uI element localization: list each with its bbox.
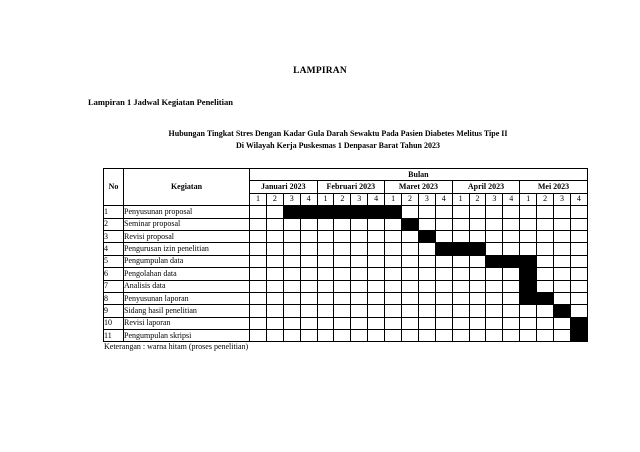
schedule-cell bbox=[554, 230, 571, 242]
schedule-cell bbox=[537, 243, 554, 255]
schedule-cell bbox=[503, 305, 520, 317]
table-row bbox=[104, 330, 588, 342]
row-number: 9 bbox=[104, 305, 124, 317]
schedule-cell bbox=[469, 255, 486, 267]
schedule-cell bbox=[317, 243, 334, 255]
header-week: 3 bbox=[554, 193, 571, 205]
schedule-cell bbox=[368, 243, 385, 255]
schedule-cell bbox=[385, 305, 402, 317]
header-week: 3 bbox=[486, 193, 503, 205]
schedule-cell bbox=[469, 317, 486, 329]
schedule-cell bbox=[266, 206, 283, 218]
header-week: 4 bbox=[570, 193, 587, 205]
schedule-cell bbox=[385, 243, 402, 255]
row-number: 4 bbox=[104, 243, 124, 255]
schedule-cell bbox=[503, 218, 520, 230]
schedule-cell bbox=[283, 230, 300, 242]
schedule-cell bbox=[520, 230, 537, 242]
table-row bbox=[104, 292, 588, 304]
schedule-cell bbox=[469, 292, 486, 304]
schedule-cell bbox=[283, 330, 300, 342]
row-number: 11 bbox=[104, 330, 124, 342]
schedule-cell-filled bbox=[283, 206, 300, 218]
schedule-cell bbox=[402, 292, 419, 304]
schedule-cell bbox=[351, 292, 368, 304]
schedule-cell bbox=[283, 255, 300, 267]
schedule-cell bbox=[300, 330, 317, 342]
header-month: April 2023 bbox=[452, 181, 520, 193]
schedule-table bbox=[103, 168, 588, 342]
schedule-cell bbox=[554, 292, 571, 304]
schedule-cell bbox=[300, 305, 317, 317]
schedule-cell bbox=[317, 255, 334, 267]
schedule-cell bbox=[250, 268, 267, 280]
schedule-cell bbox=[250, 243, 267, 255]
schedule-cell bbox=[385, 330, 402, 342]
schedule-cell-filled bbox=[334, 206, 351, 218]
table-caption-line-2: Di Wilayah Kerja Puskesmas 1 Denpasar Barat Tahun 2023 bbox=[235, 141, 441, 150]
schedule-cell bbox=[351, 230, 368, 242]
schedule-cell-filled bbox=[520, 255, 537, 267]
schedule-cell bbox=[435, 230, 452, 242]
schedule-cell bbox=[537, 330, 554, 342]
schedule-cell bbox=[554, 206, 571, 218]
schedule-cell bbox=[452, 230, 469, 242]
header-week: 3 bbox=[418, 193, 435, 205]
schedule-cell bbox=[368, 330, 385, 342]
schedule-cell bbox=[283, 305, 300, 317]
schedule-cell bbox=[418, 255, 435, 267]
schedule-cell bbox=[503, 330, 520, 342]
schedule-cell bbox=[537, 317, 554, 329]
header-week: 2 bbox=[266, 193, 283, 205]
schedule-cell bbox=[570, 292, 587, 304]
schedule-cell-filled bbox=[570, 330, 587, 342]
schedule-cell-filled bbox=[554, 305, 571, 317]
schedule-cell bbox=[266, 330, 283, 342]
schedule-cell bbox=[385, 317, 402, 329]
schedule-cell bbox=[317, 305, 334, 317]
schedule-cell bbox=[435, 305, 452, 317]
schedule-cell bbox=[435, 317, 452, 329]
header-week: 1 bbox=[452, 193, 469, 205]
schedule-cell bbox=[469, 206, 486, 218]
schedule-cell bbox=[486, 243, 503, 255]
schedule-cell bbox=[334, 255, 351, 267]
schedule-cell bbox=[283, 243, 300, 255]
schedule-cell bbox=[368, 317, 385, 329]
schedule-cell bbox=[402, 330, 419, 342]
schedule-cell bbox=[520, 243, 537, 255]
schedule-cell bbox=[300, 218, 317, 230]
schedule-cell bbox=[570, 230, 587, 242]
schedule-cell-filled bbox=[418, 230, 435, 242]
schedule-cell bbox=[486, 268, 503, 280]
schedule-cell bbox=[554, 268, 571, 280]
table-row bbox=[104, 255, 588, 267]
schedule-cell-filled bbox=[520, 292, 537, 304]
schedule-cell bbox=[385, 218, 402, 230]
schedule-cell bbox=[486, 218, 503, 230]
schedule-cell bbox=[418, 218, 435, 230]
schedule-cell bbox=[554, 218, 571, 230]
schedule-cell bbox=[283, 280, 300, 292]
schedule-cell-filled bbox=[317, 206, 334, 218]
schedule-cell-filled bbox=[300, 206, 317, 218]
schedule-cell-filled bbox=[486, 255, 503, 267]
row-number: 10 bbox=[104, 317, 124, 329]
schedule-cell bbox=[469, 305, 486, 317]
schedule-cell bbox=[570, 305, 587, 317]
schedule-cell bbox=[266, 292, 283, 304]
schedule-cell bbox=[402, 317, 419, 329]
schedule-cell bbox=[385, 280, 402, 292]
schedule-cell bbox=[283, 292, 300, 304]
schedule-cell bbox=[537, 218, 554, 230]
header-week: 4 bbox=[435, 193, 452, 205]
schedule-cell bbox=[300, 292, 317, 304]
schedule-cell bbox=[469, 280, 486, 292]
schedule-cell bbox=[435, 218, 452, 230]
header-month: Februari 2023 bbox=[317, 181, 385, 193]
schedule-cell bbox=[368, 255, 385, 267]
schedule-cell bbox=[503, 230, 520, 242]
schedule-cell bbox=[300, 255, 317, 267]
table-row bbox=[104, 305, 588, 317]
schedule-cell bbox=[351, 255, 368, 267]
row-activity: Penyusunan laporan bbox=[124, 292, 250, 304]
schedule-cell bbox=[537, 230, 554, 242]
schedule-cell bbox=[486, 330, 503, 342]
schedule-cell bbox=[368, 268, 385, 280]
row-activity: Pengolahan data bbox=[124, 268, 250, 280]
schedule-cell bbox=[520, 330, 537, 342]
schedule-cell bbox=[435, 255, 452, 267]
schedule-cell bbox=[385, 255, 402, 267]
schedule-cell bbox=[435, 280, 452, 292]
schedule-cell bbox=[300, 280, 317, 292]
schedule-cell bbox=[266, 255, 283, 267]
row-activity: Revisi laporan bbox=[124, 317, 250, 329]
schedule-cell bbox=[537, 268, 554, 280]
schedule-cell bbox=[486, 280, 503, 292]
schedule-cell bbox=[452, 317, 469, 329]
schedule-cell bbox=[418, 280, 435, 292]
schedule-cell bbox=[402, 230, 419, 242]
schedule-cell bbox=[266, 218, 283, 230]
schedule-cell bbox=[300, 230, 317, 242]
header-week: 1 bbox=[385, 193, 402, 205]
schedule-cell bbox=[486, 292, 503, 304]
schedule-cell bbox=[570, 206, 587, 218]
schedule-cell bbox=[402, 268, 419, 280]
schedule-cell bbox=[250, 206, 267, 218]
schedule-cell bbox=[283, 218, 300, 230]
schedule-cell-filled bbox=[520, 280, 537, 292]
schedule-cell bbox=[418, 243, 435, 255]
row-number: 3 bbox=[104, 230, 124, 242]
schedule-cell bbox=[486, 206, 503, 218]
header-month: Januari 2023 bbox=[250, 181, 318, 193]
schedule-cell bbox=[486, 230, 503, 242]
schedule-cell bbox=[266, 280, 283, 292]
table-row bbox=[104, 243, 588, 255]
table-row bbox=[104, 230, 588, 242]
schedule-cell bbox=[300, 317, 317, 329]
row-activity: Pengumpulan skripsi bbox=[124, 330, 250, 342]
table-row bbox=[104, 268, 588, 280]
schedule-cell bbox=[351, 243, 368, 255]
row-number: 1 bbox=[104, 206, 124, 218]
schedule-cell bbox=[385, 230, 402, 242]
schedule-cell bbox=[283, 268, 300, 280]
schedule-cell bbox=[469, 230, 486, 242]
schedule-cell bbox=[334, 317, 351, 329]
schedule-cell bbox=[250, 305, 267, 317]
schedule-cell bbox=[486, 305, 503, 317]
schedule-cell bbox=[334, 230, 351, 242]
schedule-cell bbox=[334, 292, 351, 304]
schedule-cell bbox=[368, 280, 385, 292]
row-activity: Pengurusan izin penelitian bbox=[124, 243, 250, 255]
schedule-cell-filled bbox=[570, 317, 587, 329]
schedule-cell-filled bbox=[368, 206, 385, 218]
schedule-cell bbox=[503, 268, 520, 280]
schedule-cell bbox=[503, 292, 520, 304]
row-number: 6 bbox=[104, 268, 124, 280]
schedule-cell-filled bbox=[385, 206, 402, 218]
schedule-cell bbox=[266, 268, 283, 280]
schedule-cell bbox=[520, 206, 537, 218]
schedule-cell bbox=[418, 206, 435, 218]
schedule-cell bbox=[351, 218, 368, 230]
schedule-cell-filled bbox=[435, 243, 452, 255]
schedule-cell-filled bbox=[402, 218, 419, 230]
schedule-cell bbox=[402, 305, 419, 317]
section-title: Lampiran 1 Jadwal Kegiatan Penelitian bbox=[88, 97, 233, 107]
schedule-cell bbox=[503, 280, 520, 292]
schedule-cell bbox=[452, 292, 469, 304]
header-week: 1 bbox=[250, 193, 267, 205]
schedule-cell bbox=[554, 243, 571, 255]
schedule-cell bbox=[334, 243, 351, 255]
page-heading: LAMPIRAN bbox=[293, 66, 347, 76]
schedule-cell bbox=[351, 317, 368, 329]
schedule-cell bbox=[554, 317, 571, 329]
schedule-cell bbox=[351, 280, 368, 292]
schedule-cell bbox=[520, 218, 537, 230]
schedule-cell bbox=[452, 268, 469, 280]
schedule-cell bbox=[503, 243, 520, 255]
schedule-cell-filled bbox=[537, 292, 554, 304]
schedule-cell bbox=[334, 330, 351, 342]
schedule-cell bbox=[537, 206, 554, 218]
schedule-cell bbox=[418, 292, 435, 304]
schedule-cell bbox=[486, 317, 503, 329]
header-month: Mei 2023 bbox=[520, 181, 588, 193]
schedule-cell bbox=[402, 280, 419, 292]
schedule-cell bbox=[351, 268, 368, 280]
header-week: 4 bbox=[368, 193, 385, 205]
row-activity: Seminar proposal bbox=[124, 218, 250, 230]
row-activity: Sidang hasil penelitian bbox=[124, 305, 250, 317]
header-week: 2 bbox=[334, 193, 351, 205]
schedule-cell bbox=[266, 243, 283, 255]
row-activity: Analisis data bbox=[124, 280, 250, 292]
schedule-cell bbox=[452, 330, 469, 342]
table-caption-line-1: Hubungan Tingkat Stres Dengan Kadar Gula Darah Sewaktu Pada Pasien Diabetes Melitus Tipe II bbox=[168, 129, 508, 138]
schedule-cell bbox=[537, 305, 554, 317]
schedule-cell bbox=[402, 243, 419, 255]
header-month-group: Bulan bbox=[250, 169, 588, 181]
row-number: 5 bbox=[104, 255, 124, 267]
schedule-cell-filled bbox=[452, 243, 469, 255]
schedule-cell bbox=[266, 317, 283, 329]
schedule-cell bbox=[554, 330, 571, 342]
header-week: 2 bbox=[402, 193, 419, 205]
schedule-cell bbox=[469, 268, 486, 280]
header-month: Maret 2023 bbox=[385, 181, 453, 193]
schedule-cell bbox=[351, 305, 368, 317]
schedule-cell bbox=[520, 317, 537, 329]
schedule-cell bbox=[452, 255, 469, 267]
schedule-cell bbox=[317, 330, 334, 342]
schedule-cell bbox=[537, 255, 554, 267]
table-row bbox=[104, 280, 588, 292]
row-activity: Revisi proposal bbox=[124, 230, 250, 242]
schedule-cell bbox=[385, 268, 402, 280]
table-row bbox=[104, 218, 588, 230]
legend-note: Keterangan : warna hitam (proses penelitian) bbox=[104, 342, 249, 351]
schedule-cell bbox=[317, 280, 334, 292]
schedule-cell bbox=[283, 317, 300, 329]
row-number: 2 bbox=[104, 218, 124, 230]
schedule-cell bbox=[469, 218, 486, 230]
schedule-cell bbox=[351, 330, 368, 342]
schedule-cell bbox=[317, 317, 334, 329]
schedule-cell bbox=[503, 317, 520, 329]
schedule-cell bbox=[317, 268, 334, 280]
header-week: 4 bbox=[503, 193, 520, 205]
schedule-cell bbox=[537, 280, 554, 292]
schedule-cell-filled bbox=[520, 268, 537, 280]
schedule-cell bbox=[300, 268, 317, 280]
header-week: 1 bbox=[520, 193, 537, 205]
schedule-cell bbox=[300, 243, 317, 255]
header-week: 3 bbox=[351, 193, 368, 205]
schedule-cell bbox=[250, 330, 267, 342]
schedule-cell bbox=[250, 317, 267, 329]
schedule-cell bbox=[250, 292, 267, 304]
schedule-cell bbox=[402, 255, 419, 267]
schedule-cell bbox=[266, 230, 283, 242]
schedule-cell bbox=[250, 280, 267, 292]
header-week: 3 bbox=[283, 193, 300, 205]
header-no: No bbox=[104, 169, 124, 206]
schedule-cell bbox=[570, 280, 587, 292]
schedule-cell bbox=[317, 218, 334, 230]
schedule-cell bbox=[452, 305, 469, 317]
schedule-cell bbox=[368, 305, 385, 317]
schedule-cell bbox=[402, 206, 419, 218]
schedule-cell bbox=[435, 268, 452, 280]
schedule-cell bbox=[469, 330, 486, 342]
header-week: 2 bbox=[469, 193, 486, 205]
schedule-cell bbox=[266, 305, 283, 317]
schedule-cell bbox=[334, 268, 351, 280]
schedule-cell bbox=[570, 255, 587, 267]
schedule-cell-filled bbox=[503, 255, 520, 267]
header-week: 4 bbox=[300, 193, 317, 205]
schedule-cell bbox=[368, 218, 385, 230]
schedule-cell bbox=[503, 206, 520, 218]
schedule-cell-filled bbox=[351, 206, 368, 218]
schedule-cell bbox=[418, 268, 435, 280]
schedule-cell bbox=[385, 292, 402, 304]
schedule-cell bbox=[334, 218, 351, 230]
row-activity: Pengumpulan data bbox=[124, 255, 250, 267]
schedule-cell bbox=[452, 218, 469, 230]
schedule-cell-filled bbox=[469, 243, 486, 255]
schedule-cell bbox=[418, 317, 435, 329]
header-week: 1 bbox=[317, 193, 334, 205]
schedule-cell bbox=[570, 268, 587, 280]
schedule-cell bbox=[250, 230, 267, 242]
schedule-cell bbox=[334, 305, 351, 317]
schedule-cell bbox=[368, 230, 385, 242]
table-row bbox=[104, 206, 588, 218]
schedule-cell bbox=[250, 255, 267, 267]
schedule-cell bbox=[250, 218, 267, 230]
table-row bbox=[104, 317, 588, 329]
schedule-cell bbox=[317, 230, 334, 242]
schedule-cell bbox=[452, 206, 469, 218]
row-number: 7 bbox=[104, 280, 124, 292]
schedule-cell bbox=[570, 218, 587, 230]
schedule-cell bbox=[435, 330, 452, 342]
schedule-cell bbox=[317, 292, 334, 304]
schedule-cell bbox=[520, 305, 537, 317]
schedule-cell bbox=[334, 280, 351, 292]
schedule-cell bbox=[435, 292, 452, 304]
header-week: 2 bbox=[537, 193, 554, 205]
schedule-cell bbox=[452, 280, 469, 292]
schedule-cell bbox=[435, 206, 452, 218]
row-number: 8 bbox=[104, 292, 124, 304]
schedule-cell bbox=[570, 243, 587, 255]
header-activity: Kegiatan bbox=[124, 169, 250, 206]
schedule-cell bbox=[368, 292, 385, 304]
schedule-cell bbox=[554, 255, 571, 267]
schedule-cell bbox=[418, 330, 435, 342]
schedule-cell bbox=[418, 305, 435, 317]
schedule-cell bbox=[554, 280, 571, 292]
row-activity: Penyusunan proposal bbox=[124, 206, 250, 218]
